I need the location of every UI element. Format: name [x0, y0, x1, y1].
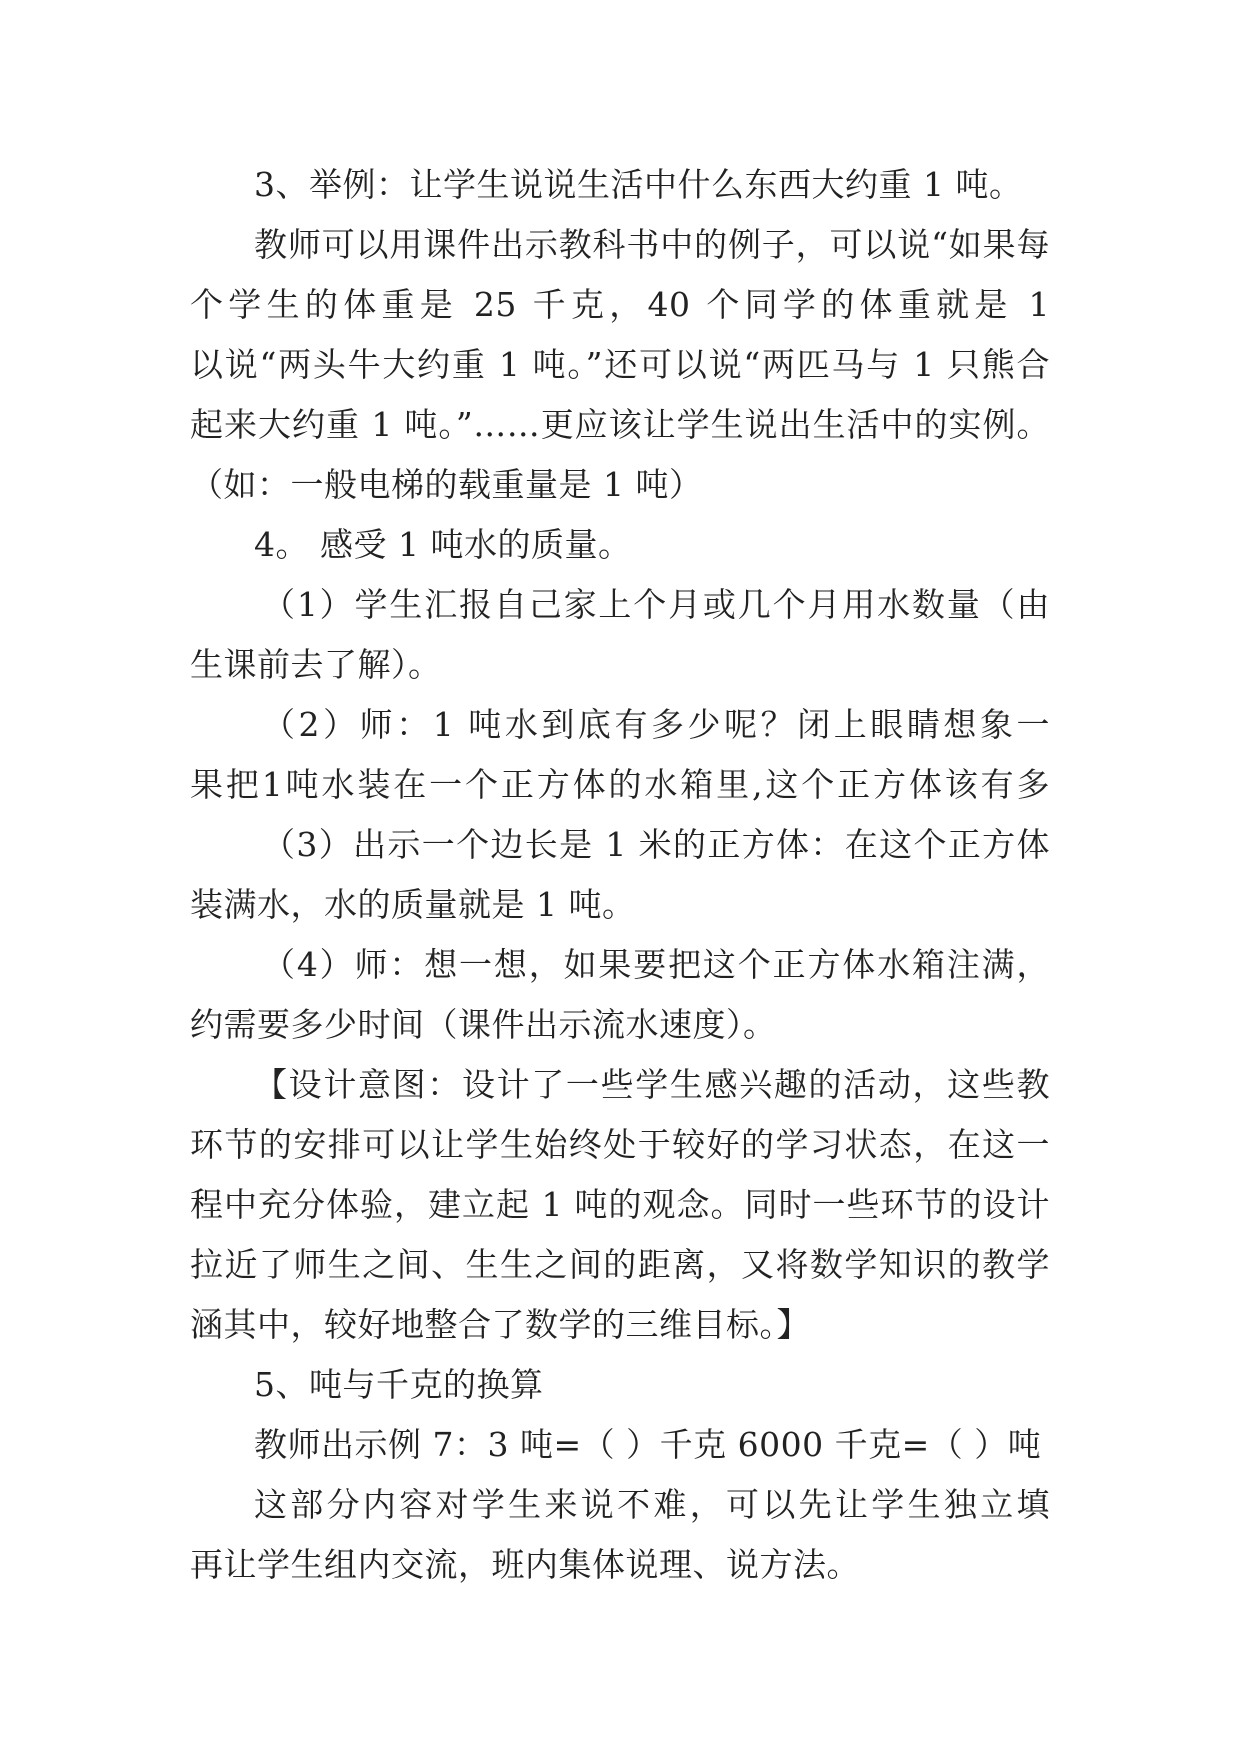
design-intent-line: 涵其中，较好地整合了数学的三维目标。】	[190, 1305, 810, 1344]
section-heading: 4。 感受 1 吨水的质量。	[254, 525, 632, 564]
text-line: 以说“两头牛大约重 1 吨。”还可以说“两匹马与 1 只熊合	[190, 345, 1050, 384]
section-heading: 5、吨与千克的换算	[254, 1365, 544, 1404]
text-line: 装满水，水的质量就是 1 吨。	[190, 885, 636, 924]
text-line: 3、举例：让学生说说生活中什么东西大约重 1 吨。	[254, 165, 1023, 204]
text-line: （如：一般电梯的载重量是 1 吨）	[190, 465, 703, 504]
text-line: 约需要多少时间（课件出示流水速度）。	[190, 1005, 777, 1044]
design-intent-line: 环节的安排可以让学生始终处于较好的学习状态，在这一	[190, 1125, 1050, 1164]
text-line: 这部分内容对学生来说不难，可以先让学生独立填	[254, 1485, 1050, 1524]
text-line: （1）学生汇报自己家上个月或几个月用水数量（由	[262, 585, 1050, 624]
design-intent-line: 程中充分体验，建立起 1 吨的观念。同时一些环节的设计	[190, 1185, 1050, 1224]
text-line: （3）出示一个边长是 1 米的正方体：在这个正方体	[262, 825, 1050, 864]
text-line: （4）师：想一想，如果要把这个正方体水箱注满，	[262, 945, 1050, 984]
text-line: （2）师：1 吨水到底有多少呢？闭上眼睛想象一	[262, 705, 1050, 744]
text-line: 生课前去了解）。	[190, 645, 442, 684]
text-line: 教师可以用课件出示教科书中的例子，可以说“如果每	[254, 225, 1050, 264]
text-line: 起来大约重 1 吨。”……更应该让学生说出生活中的实例。	[190, 405, 1050, 444]
design-intent-line: 【设计意图：设计了一些学生感兴趣的活动，这些教	[254, 1065, 1050, 1104]
design-intent-line: 拉近了师生之间、生生之间的距离，又将数学知识的教学	[190, 1245, 1050, 1284]
text-line: 个学生的体重是 25 千克，40 个同学的体重就是 1	[190, 285, 1050, 324]
document-body	[190, 155, 1050, 1595]
example-line: 教师出示例 7：3 吨=（ ）千克 6000 千克=（ ）吨	[254, 1425, 1042, 1464]
text-line: 果把1吨水装在一个正方体的水箱里,这个正方体该有多	[190, 765, 1050, 804]
text-line: 再让学生组内交流，班内集体说理、说方法。	[190, 1545, 860, 1584]
